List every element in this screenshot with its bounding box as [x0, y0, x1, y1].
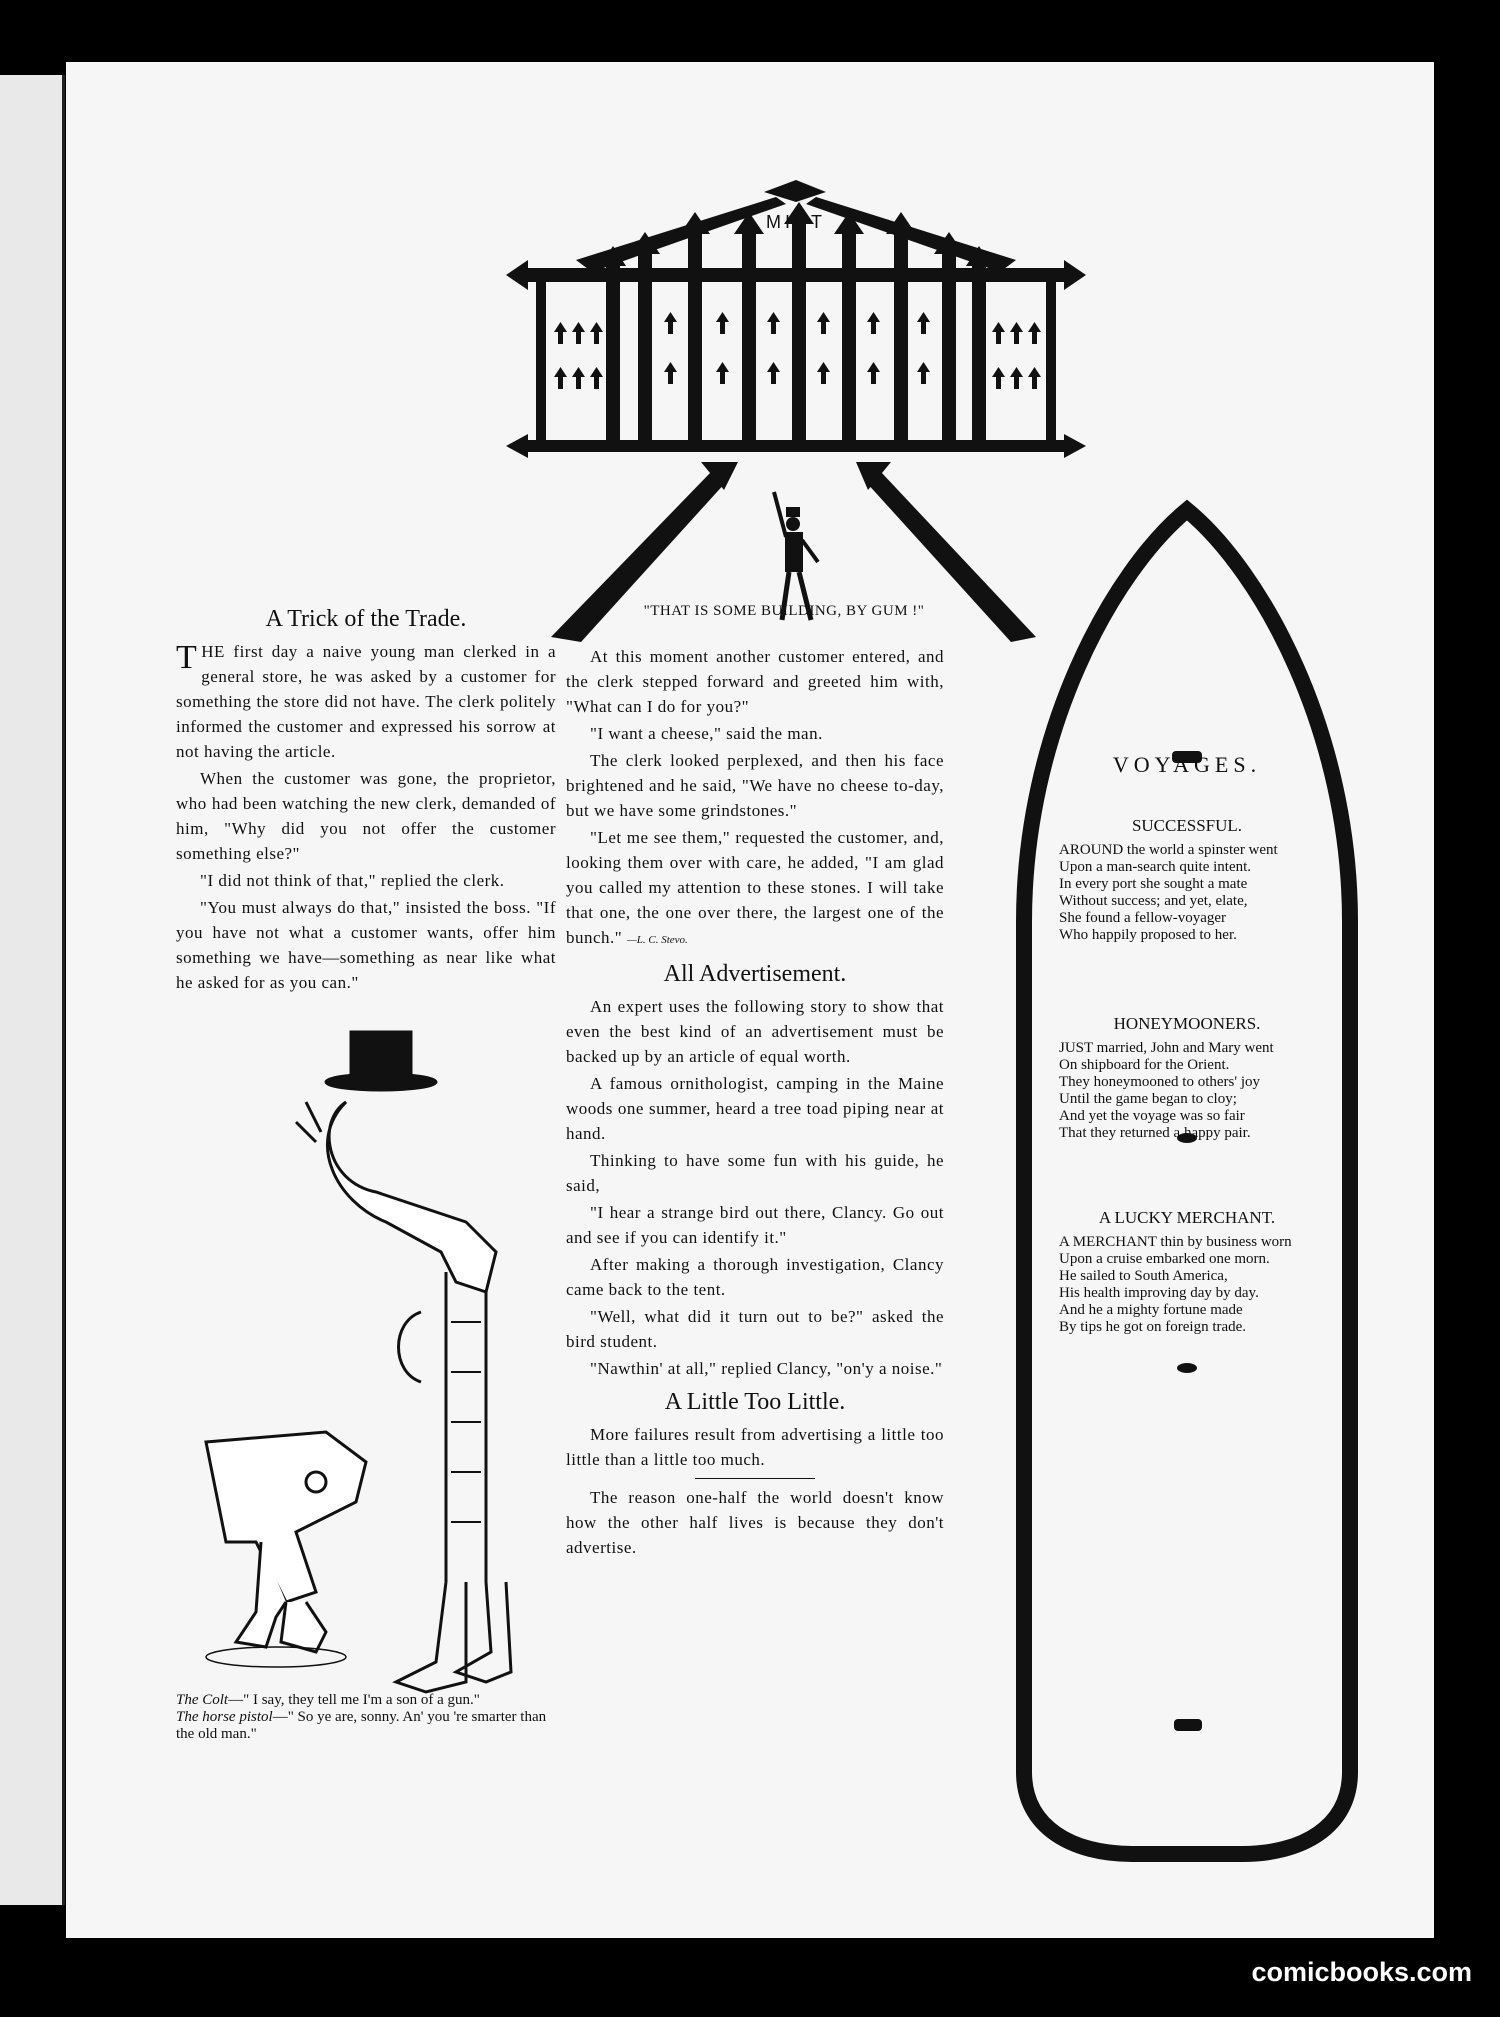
paragraph: After making a thorough investigation, Clancy came back to the tent.: [566, 1255, 944, 1299]
trick-column-1: [176, 606, 556, 992]
poem-line: And yet the voyage was so fair: [1059, 1108, 1245, 1124]
poem-line: His health improving day by day.: [1059, 1285, 1259, 1301]
paragraph: When the customer was gone, the proprietor, who had been watching the new clerk, demanded of him, "Why did you not offer the customer something else?": [176, 769, 556, 863]
paragraph: "I want a cheese," said the man.: [590, 724, 823, 743]
poem-title: A LUCKY MERCHANT.: [1098, 1208, 1276, 1227]
guns-cartoon-illustration: [166, 1022, 606, 1712]
poem-line: AROUND the world a spinster went: [1059, 842, 1278, 858]
poem-line: He sailed to South America,: [1059, 1268, 1228, 1284]
speaker-name: The horse pistol: [176, 1709, 273, 1725]
paragraph: Thinking to have some fun with his guide, he said,: [566, 1151, 944, 1195]
article-title: A Little Too Little.: [664, 1389, 846, 1415]
paragraph: "Nawthin' at all," replied Clancy, "on'y a noise.": [590, 1359, 943, 1378]
paragraph: "You must always do that," insisted the boss. "If you have not what a customer wants, offer him something we have—something as near like what he asked for as you can.": [176, 898, 556, 992]
building-caption: "THAT IS SOME BUILDING, BY GUM !": [643, 603, 925, 619]
poem-line: And he a mighty fortune made: [1059, 1302, 1243, 1318]
poem-line: Upon a cruise embarked one morn.: [1059, 1251, 1270, 1267]
previous-page-edge: [0, 75, 65, 1905]
man-figure: [774, 492, 818, 620]
poem-line: They honeymooned to others' joy: [1059, 1074, 1260, 1090]
poem: [1059, 1208, 1315, 1336]
divider: [695, 1478, 815, 1479]
poem-line: Upon a man-search quite intent.: [1059, 859, 1252, 875]
article-title: A Trick of the Trade.: [265, 606, 467, 632]
paragraph: A famous ornithologist, camping in the Maine woods one summer, heard a tree toad piping near at hand.: [566, 1074, 944, 1143]
caption-text: —" I say, they tell me I'm a son of a gun.": [228, 1692, 480, 1708]
poem-line: Without success; and yet, elate,: [1059, 893, 1248, 909]
poem-line: By tips he got on foreign trade.: [1059, 1319, 1247, 1335]
poem-title: SUCCESSFUL.: [1131, 816, 1243, 835]
poem-title: HONEYMOONERS.: [1113, 1014, 1261, 1033]
poem-line: In every port she sought a mate: [1059, 876, 1248, 892]
caption-line: [176, 1692, 556, 1709]
site-watermark: comicbooks.com: [1251, 1957, 1472, 1987]
poem-line: On shipboard for the Orient.: [1059, 1057, 1230, 1073]
poem-line: JUST married, John and Mary went: [1059, 1040, 1274, 1056]
paragraph-text: "Let me see them," requested the customer, and, looking them over with care, he added, "I am glad you called my attention to these stones. I will take that one, the one over there, the largest one of the bunch.": [566, 828, 944, 947]
poem-line: A MERCHANT thin by business worn: [1059, 1234, 1292, 1250]
poem: [1059, 1014, 1315, 1142]
poem-line: That they returned a happy pair.: [1059, 1125, 1251, 1141]
paragraph: [566, 825, 944, 953]
paragraph: "Well, what did it turn out to be?" asked the bird student.: [566, 1307, 944, 1351]
paragraph: At this moment another customer entered, and the clerk stepped forward and greeted him with, "What can I do for you?": [566, 647, 944, 716]
drop-cap: T: [176, 639, 198, 676]
signature: —L. C. Stevo.: [627, 934, 688, 946]
paragraph: More failures result from advertising a little too little than a little too much.: [566, 1425, 944, 1469]
guns-caption: [176, 1692, 556, 1743]
trick-column-2: [566, 644, 944, 1562]
poem-line: She found a fellow-voyager: [1059, 910, 1227, 926]
mint-building-illustration: [506, 172, 1086, 652]
paragraph: The clerk looked perplexed, and then his face brightened and he said, "We have no cheese to-day, but we have some grindstones.": [566, 751, 944, 820]
poem-line: Who happily proposed to her.: [1059, 927, 1237, 943]
paragraph: HE first day a naive young man clerked in a general store, he was asked by a customer for something the store did not have. The clerk politely informed the customer and expressed his sorrow at not having the article.: [176, 642, 556, 761]
mint-sign: MINT: [766, 212, 826, 232]
article-title: All Advertisement.: [663, 961, 847, 987]
voyages-content: [1059, 752, 1315, 1336]
paragraph: An expert uses the following story to show that even the best kind of an advertisement must be backed up by an article of equal worth.: [566, 997, 944, 1066]
speaker-name: The Colt: [176, 1692, 229, 1708]
paragraph: The reason one-half the world doesn't know how the other half lives is because they don't advertise.: [566, 1488, 944, 1557]
poem-line: Until the game began to cloy;: [1059, 1091, 1237, 1107]
voyages-title: VOYAGES.: [1112, 752, 1262, 777]
magazine-page: [66, 62, 1434, 1938]
caption-line: [176, 1709, 556, 1743]
poem: [1059, 816, 1315, 944]
caption-text: —" So ye are, sonny. An' you 're smarter than the old man.": [176, 1709, 547, 1742]
paragraph: "I did not think of that," replied the clerk.: [200, 871, 505, 890]
paragraph: "I hear a strange bird out there, Clancy. Go out and see if you can identify it.": [566, 1203, 944, 1247]
